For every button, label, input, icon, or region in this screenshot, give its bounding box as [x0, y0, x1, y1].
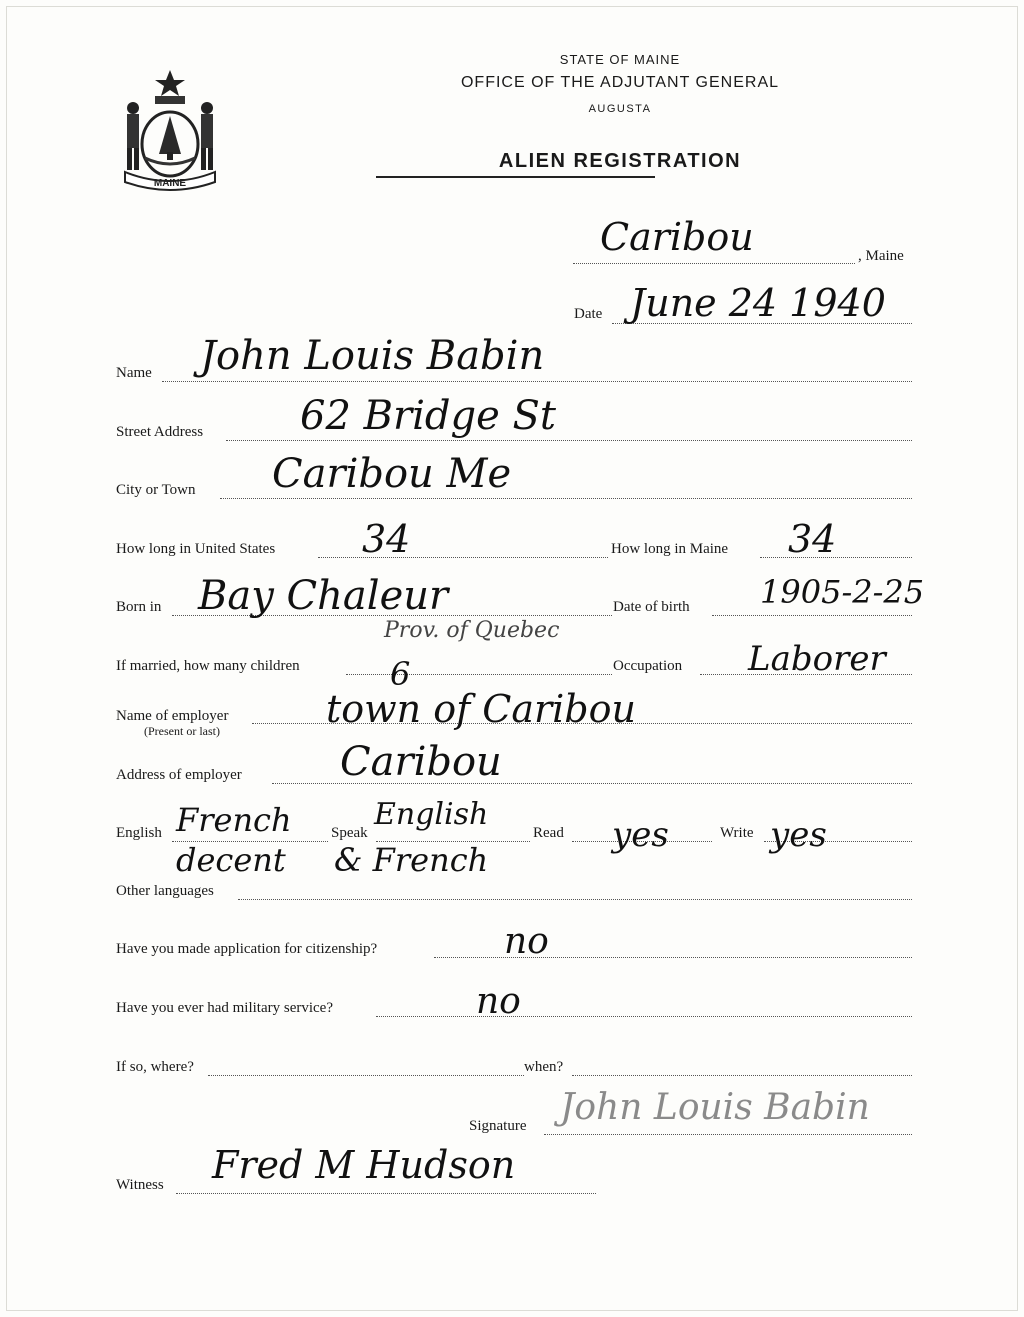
dob-value: 1905-2-25 — [760, 573, 925, 611]
other-languages-line — [238, 898, 912, 900]
citizenship-label: Have you made application for citizenship? — [116, 941, 378, 957]
state-seal-icon — [115, 66, 225, 196]
seal-text: MAINE — [153, 178, 187, 189]
maine-value: 34 — [788, 517, 837, 561]
signature-value: John Louis Babin — [560, 1087, 870, 1128]
when-line — [572, 1074, 912, 1076]
born-note: Prov. of Quebec — [384, 618, 560, 643]
other-languages-label: Other languages — [116, 883, 214, 899]
when-label: when? — [524, 1059, 564, 1075]
emp-address-value: Caribou — [340, 739, 502, 785]
english-label: English — [116, 825, 162, 841]
office-heading: OFFICE OF THE ADJUTANT GENERAL — [460, 74, 780, 91]
occupation-label: Occupation — [613, 658, 683, 674]
english-value-2: decent — [176, 841, 286, 879]
witness-line — [176, 1192, 596, 1194]
signature-label: Signature — [469, 1118, 527, 1134]
employer-sublabel: (Present or last) — [144, 724, 220, 738]
write-label: Write — [720, 825, 754, 841]
title-underline — [376, 176, 655, 178]
where-line — [208, 1074, 524, 1076]
form-title: ALIEN REGISTRATION — [498, 150, 742, 172]
name-value: John Louis Babin — [200, 333, 545, 379]
born-value: Bay Chaleur — [198, 573, 449, 619]
emp-address-label: Address of employer — [116, 767, 242, 783]
us-value: 34 — [362, 517, 411, 561]
where-label: If so, where? — [116, 1059, 194, 1075]
us-label: How long in United States — [116, 541, 276, 557]
state-heading: STATE OF MAINE — [559, 52, 681, 67]
english-value: French — [176, 801, 292, 839]
born-label: Born in — [116, 599, 162, 615]
military-label: Have you ever had military service? — [116, 1000, 333, 1016]
dob-label: Date of birth — [613, 599, 690, 615]
town-line — [573, 262, 855, 264]
street-line — [226, 439, 912, 441]
date-value: June 24 1940 — [630, 281, 886, 325]
city-line — [220, 497, 912, 499]
city-heading: AUGUSTA — [588, 103, 652, 115]
dob-line — [712, 614, 912, 616]
employer-value: town of Caribou — [326, 687, 636, 731]
city-label: City or Town — [116, 482, 196, 498]
employer-label: Name of employer — [116, 708, 229, 724]
married-value: 6 — [390, 655, 411, 693]
witness-label: Witness — [116, 1177, 164, 1193]
name-line — [162, 380, 912, 382]
occupation-value: Laborer — [748, 639, 886, 679]
name-label: Name — [116, 365, 152, 381]
speak-value-2: & French — [334, 841, 489, 879]
speak-label: Speak — [331, 825, 368, 841]
street-label: Street Address — [116, 424, 204, 440]
military-value: no — [476, 981, 521, 1022]
date-label: Date — [574, 306, 603, 322]
city-value: Caribou Me — [272, 451, 512, 497]
signature-line — [544, 1133, 912, 1135]
speak-value: English — [374, 797, 489, 832]
married-line — [346, 673, 612, 675]
street-value: 62 Bridge St — [300, 393, 556, 439]
citizenship-value: no — [504, 921, 549, 962]
maine-suffix: , Maine — [858, 248, 904, 264]
read-label: Read — [533, 825, 564, 841]
witness-value: Fred M Hudson — [212, 1143, 516, 1187]
married-label: If married, how many children — [116, 658, 300, 674]
read-value: yes — [612, 815, 669, 855]
maine-label: How long in Maine — [611, 541, 729, 557]
town-value: Caribou — [600, 215, 754, 259]
write-value: yes — [770, 815, 827, 855]
military-line — [376, 1015, 912, 1017]
